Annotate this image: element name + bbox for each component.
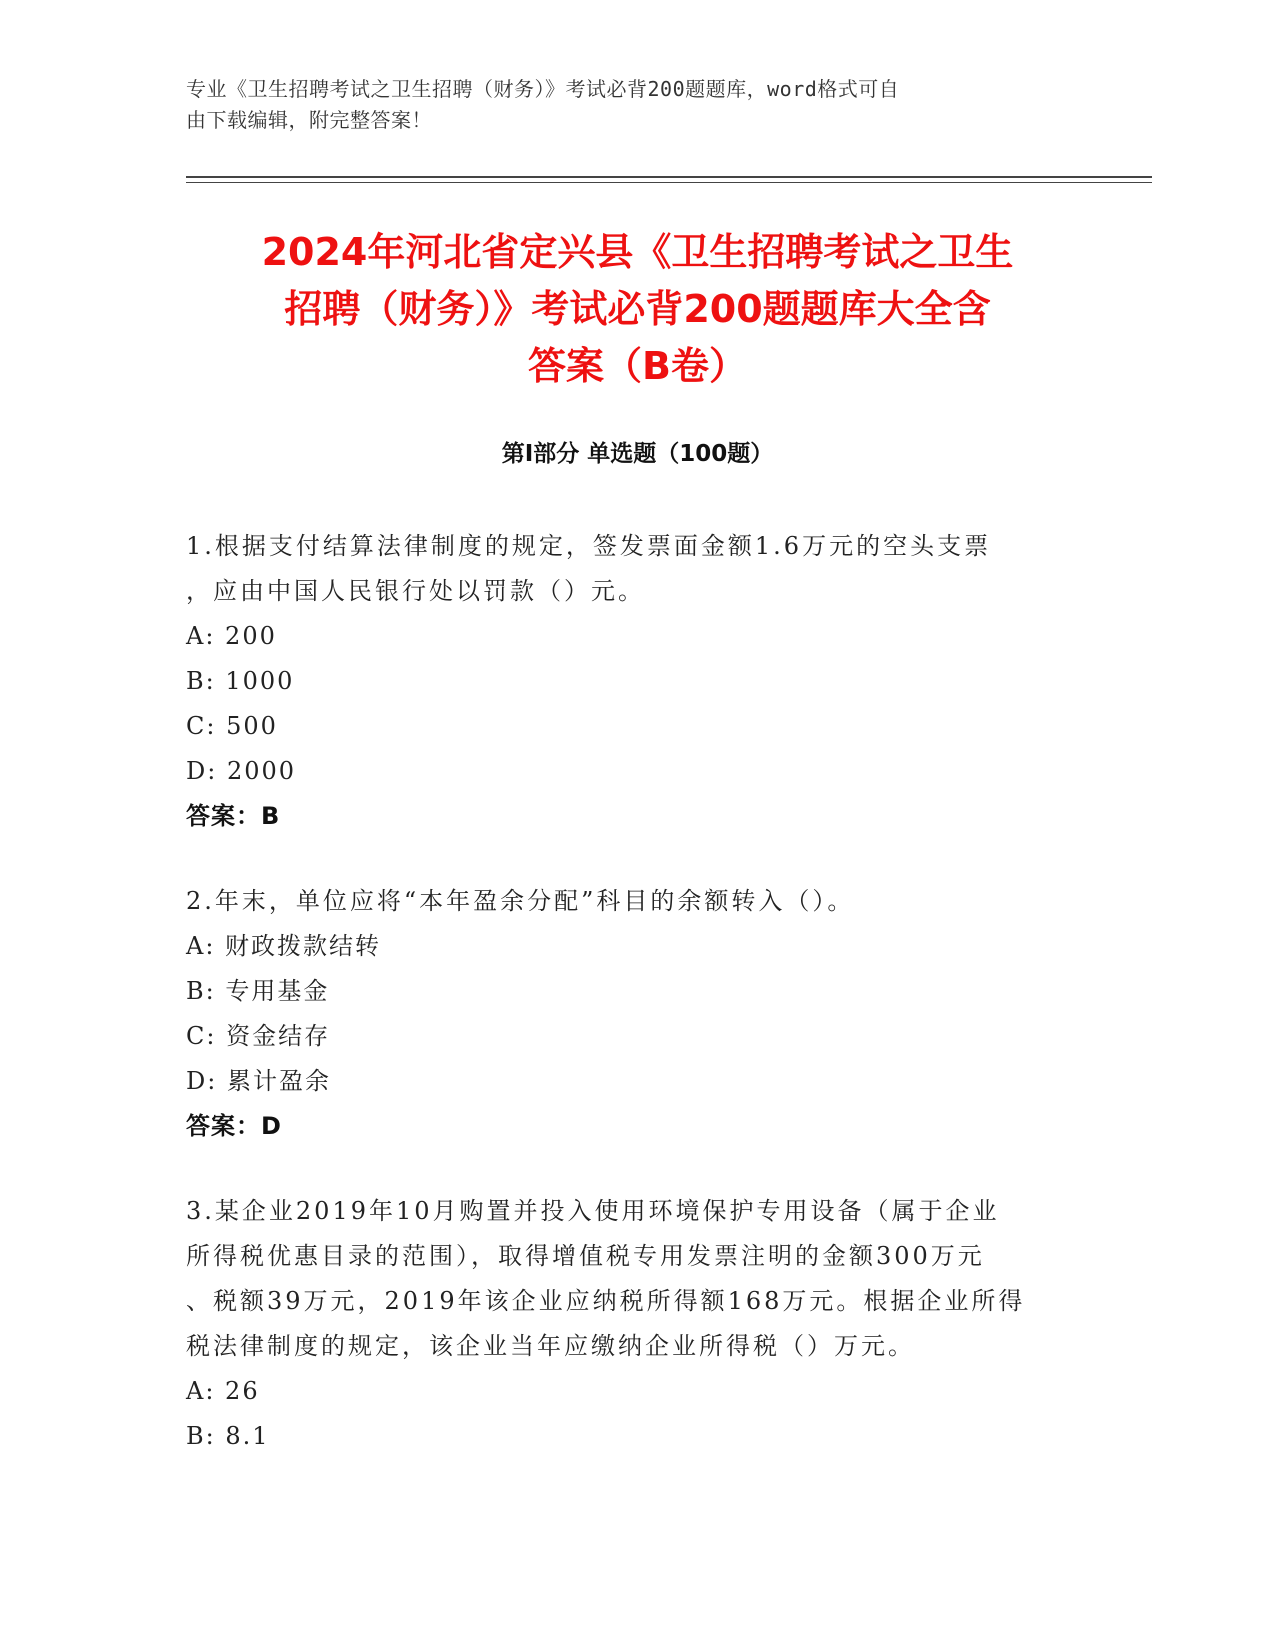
option-a: A: 财政拨款结转	[186, 932, 382, 960]
question-1	[186, 524, 1086, 839]
option-b: B: 1000	[186, 667, 295, 695]
question-stem-line: 税法律制度的规定，该企业当年应缴纳企业所得税（）万元。	[186, 1332, 915, 1360]
option-d: D: 2000	[186, 757, 297, 785]
question-stem-line: 、税额39万元，2019年该企业应纳税所得额168万元。根据企业所得	[186, 1287, 1026, 1315]
question-stem-line: 2.年末，单位应将“本年盈余分配”科目的余额转入（）。	[186, 887, 855, 915]
option-d: D: 累计盈余	[186, 1067, 331, 1095]
option-b: B: 专用基金	[186, 977, 330, 1005]
question-2	[186, 879, 1086, 1149]
question-3	[186, 1189, 1086, 1459]
title-line-2: 招聘（财务）》考试必背200题题库大全含	[284, 287, 991, 331]
header-divider-thin	[186, 182, 1152, 183]
header-divider-thick	[186, 176, 1152, 178]
option-c: C: 资金结存	[186, 1022, 331, 1050]
header-note	[186, 74, 1066, 136]
option-b: B: 8.1	[186, 1422, 270, 1450]
header-note-line-2: 由下载编辑，附完整答案！	[186, 108, 432, 132]
document-title	[150, 224, 1125, 395]
question-stem-line: 3.某企业2019年10月购置并投入使用环境保护专用设备（属于企业	[186, 1197, 1000, 1225]
header-note-line-1: 专业《卫生招聘考试之卫生招聘（财务）》考试必背200题题库，word格式可自	[186, 77, 900, 101]
title-line-1: 2024年河北省定兴县《卫生招聘考试之卫生	[261, 230, 1014, 274]
option-a: A: 26	[186, 1377, 260, 1405]
option-c: C: 500	[186, 712, 278, 740]
option-a: A: 200	[186, 622, 277, 650]
question-list	[186, 524, 1086, 1499]
question-stem-line: 1.根据支付结算法律制度的规定，签发票面金额1.6万元的空头支票	[186, 532, 992, 560]
answer-label: 答案：B	[186, 802, 281, 830]
question-stem-line: 所得税优惠目录的范围），取得增值税专用发票注明的金额300万元	[186, 1242, 985, 1270]
answer-label: 答案：D	[186, 1112, 282, 1140]
title-line-3: 答案（B卷）	[528, 344, 747, 388]
question-stem-line: ，应由中国人民银行处以罚款（）元。	[186, 577, 645, 605]
section-heading: 第Ⅰ部分 单选题（100题）	[501, 441, 774, 467]
